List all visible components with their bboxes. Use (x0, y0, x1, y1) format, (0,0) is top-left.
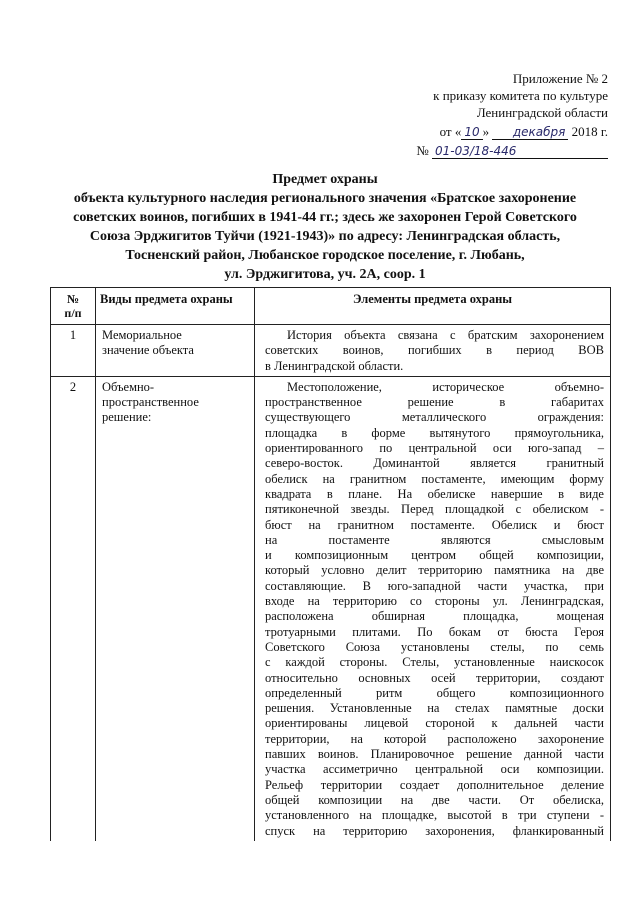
description-line: с каждой стороны. Стелы, установленные наискосок (265, 655, 604, 670)
annex-number: Приложение № 2 (512, 71, 608, 86)
title-line-5: ул. Эрджигитова, уч. 2А, соор. 1 (224, 267, 426, 282)
header-type: Виды предмета охраны (96, 288, 255, 325)
description-line: входе на территорию со стороны ул. Ленинградская, (265, 594, 604, 609)
description-line: и композиционным центром общей композиции, (265, 548, 604, 563)
date-mid: » (482, 124, 490, 139)
date-year: 2018 г. (571, 124, 608, 139)
description-line: составляющие. В юго-западной части участка, при (265, 578, 604, 593)
description-line: ориентированного по центральной оси юго-запад – (265, 441, 604, 456)
description-line: Местоположение, историческое объемно- (287, 379, 604, 394)
description-line: ориентированы лицевой стороной к дальней части (265, 716, 604, 731)
description-line: существующего металлического ограждения: (265, 410, 604, 425)
description-line: тротуарными плитами. По бокам от бюста Героя (265, 624, 604, 639)
title-line-2: советских воинов, погибших в 1941-44 гг.; здесь же захоронен Герой Советского (73, 210, 577, 225)
num-prefix: № (416, 143, 429, 158)
title-heading: Предмет охраны (272, 172, 378, 187)
description-line: квадрата в плане. На обелиске навершие в виде (265, 486, 604, 501)
row-number: 1 (51, 325, 96, 377)
description-line: расположена обширная площадка, мощеная (265, 609, 604, 624)
annex-block (368, 70, 608, 159)
description-line: спуск на территорию захоронения, фланкированный (265, 823, 604, 838)
annex-order-ref: к приказу комитета по культуре (433, 88, 608, 103)
date-day: 10 (461, 125, 482, 140)
title-line-1: объекта культурного наследия регионального значения «Братское захоронение (73, 191, 577, 206)
table-row (51, 376, 611, 840)
description-line: который условно делит территорию памятника на две (265, 563, 604, 578)
annex-committee: Ленинградской области (476, 105, 608, 120)
annex-order-number (368, 142, 608, 159)
description-line: относительно основных осей территории, создают (265, 670, 604, 685)
row-description (255, 376, 611, 840)
description-line: пространственное решение в габаритах (265, 395, 604, 410)
protection-table (50, 287, 611, 841)
annex-date (368, 123, 608, 140)
description-line: решения. Установленные на стелах памятные доски (265, 701, 604, 716)
row-description: История объекта связана с братским захоронением советских воинов, погибших в период ВОВ в Ленинградской области. (255, 325, 611, 377)
description-line: определенный ритм общего композиционного (265, 685, 604, 700)
description-line: Рельеф территории создает дополнительное деление (265, 777, 604, 792)
description-line: Советского Союза установлены стелы, по семь (265, 639, 604, 654)
description-line: пятиконечной звезды. Перед площадкой с обелиском - (265, 502, 604, 517)
description-line: обелиск на гранитном постаменте, имеющим форму (265, 471, 604, 486)
table-header-row (51, 288, 611, 325)
row-number: 2 (51, 376, 96, 840)
description-line: площадка в форме вытянутого прямоугольника, (265, 425, 604, 440)
description-line: павших воинов. Планировочное решение данной части (265, 747, 604, 762)
row-type: Мемориальное значение объекта (96, 325, 255, 377)
date-prefix: от « (439, 124, 462, 139)
description-line: территории, на которой расположено захоронение (265, 731, 604, 746)
document-title (40, 170, 610, 284)
description-line: участка ассиметрично центральной оси композиции. (265, 762, 604, 777)
header-elements: Элементы предмета охраны (255, 288, 611, 325)
header-number: № п/п (51, 288, 96, 325)
row-type: Объемно- пространственное решение: (96, 376, 255, 840)
description-line: общей композиции на две части. От обелиска, (265, 792, 604, 807)
title-line-4: Тосненский район, Любанское городское поселение, г. Любань, (125, 248, 525, 263)
table-row (51, 325, 611, 377)
description-line: на постаменте являются смысловым (265, 532, 604, 547)
description-line: установленного на площадке, высотой в три ступени - (265, 808, 604, 823)
date-month: декабря (492, 125, 568, 140)
description-line: северо-восток. Доминантой является гранитный (265, 456, 604, 471)
description-line: бюст на гранитном постаменте. Обелиск и бюст (265, 517, 604, 532)
num-value: 01-03/18-446 (432, 144, 608, 159)
title-line-3: Союза Эрджигитов Туйчи (1921-1943)» по адресу: Ленинградская область, (89, 229, 561, 244)
